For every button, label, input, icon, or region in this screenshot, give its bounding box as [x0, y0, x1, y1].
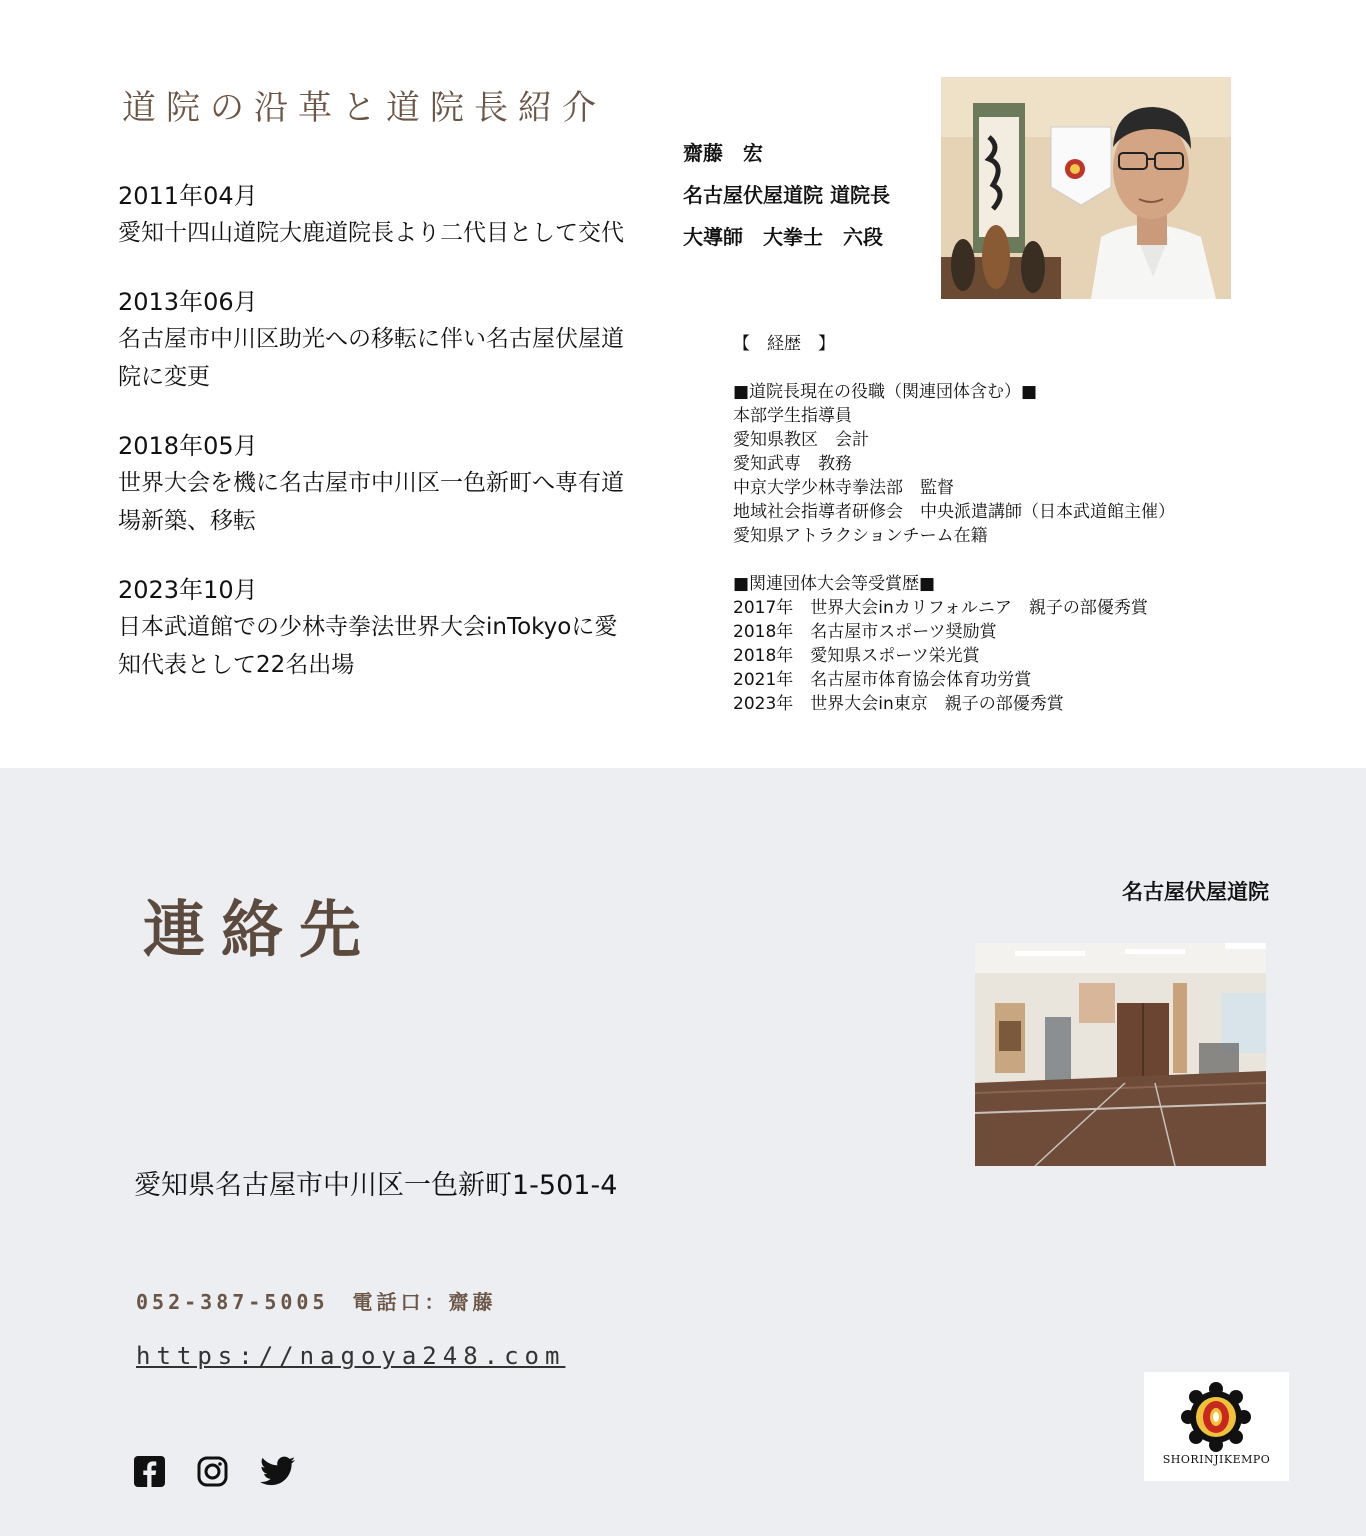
director-name: 齋藤 宏: [683, 141, 763, 165]
history-text: 名古屋市中川区助光への移転に伴い名古屋伏屋道院に変更: [118, 326, 624, 390]
director-position: 名古屋伏屋道院 道院長: [683, 183, 890, 207]
shorinji-kempo-logo: [1144, 1372, 1289, 1481]
history-item: [118, 574, 638, 684]
history-text: 世界大会を機に名古屋市中川区一色新町へ専有道場新築、移転: [118, 470, 624, 534]
address: 愛知県名古屋市中川区一色新町1-501-4: [134, 1170, 618, 1201]
career-heading: 【 経歴 】: [733, 334, 835, 354]
award-item: 2018年 愛知県スポーツ栄光賞: [733, 646, 980, 666]
history-list: [118, 180, 638, 718]
role-item: 中京大学少林寺拳法部 監督: [733, 478, 954, 498]
award-item: 2017年 世界大会inカリフォルニア 親子の部優秀賞: [733, 598, 1148, 618]
history-date: 2018年05月: [118, 432, 258, 460]
director-profile: [683, 132, 933, 258]
history-date: 2023年10月: [118, 576, 258, 604]
logo-text: SHORINJIKEMPO: [1162, 1453, 1271, 1466]
role-item: 地域社会指導者研修会 中央派遣講師（日本武道館主催）: [733, 502, 1175, 522]
role-item: 本部学生指導員: [733, 406, 852, 426]
role-item: 愛知武専 教務: [733, 454, 852, 474]
facebook-icon[interactable]: [134, 1456, 165, 1487]
director-rank: 大導師 大拳士 六段: [683, 225, 883, 249]
history-item: [118, 180, 638, 252]
dojo-name: 名古屋伏屋道院: [1122, 879, 1269, 904]
director-photo: [941, 77, 1231, 299]
award-item: 2021年 名古屋市体育協会体育功労賞: [733, 670, 1032, 690]
twitter-icon[interactable]: [260, 1456, 296, 1487]
role-item: 愛知県教区 会計: [733, 430, 869, 450]
history-item: [118, 430, 638, 540]
social-links: [134, 1456, 296, 1487]
contact-title: 連絡先: [143, 893, 378, 966]
history-title: 道院の沿革と道院長紹介: [122, 88, 606, 128]
awards-title: ■関連団体大会等受賞歴■: [733, 574, 936, 594]
phone-number: 052-387-5005 電話口：齋藤: [136, 1290, 497, 1314]
role-item: 愛知県アトラクションチーム在籍: [733, 526, 988, 546]
instagram-icon[interactable]: [197, 1456, 228, 1487]
history-date: 2011年04月: [118, 182, 258, 210]
award-item: 2023年 世界大会in東京 親子の部優秀賞: [733, 694, 1064, 714]
dojo-photo: [975, 943, 1266, 1166]
history-text: 日本武道館での少林寺拳法世界大会inTokyoに愛知代表として22名出場: [118, 614, 618, 678]
award-item: 2018年 名古屋市スポーツ奨励賞: [733, 622, 997, 642]
spacer: [733, 548, 1293, 572]
history-text: 愛知十四山道院大鹿道院長より二代目として交代: [118, 220, 624, 246]
history-item: [118, 286, 638, 396]
roles-title: ■道院長現在の役職（関連団体含む）■: [733, 382, 1038, 402]
career-section: [733, 332, 1293, 716]
website-link[interactable]: https://nagoya248.com: [136, 1342, 566, 1370]
history-date: 2013年06月: [118, 288, 258, 316]
